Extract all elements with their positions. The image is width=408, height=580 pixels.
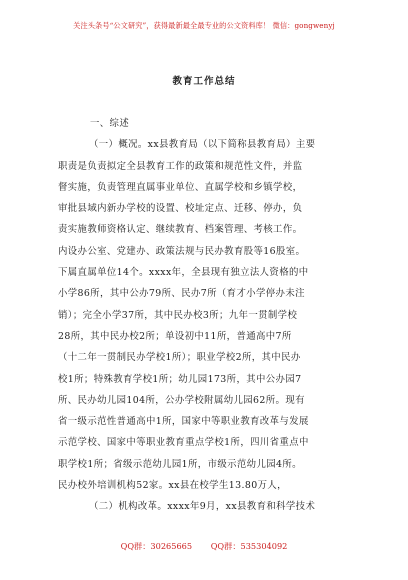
document-body (58, 113, 380, 518)
paragraph-line: 督实施，负责管理直属事业单位、直属学校和乡镇学校， (58, 181, 303, 193)
paragraph-line: 销）；完全小学37所，其中民办校3所；九年一贯制学校 (58, 309, 298, 321)
paragraph-line: （一）概况。xx县教育局（以下简称县教育局）主要 (89, 139, 316, 151)
paragraph-line: 下属直属单位14个。xxxx年，全县现有独立法人资格的中 (58, 267, 309, 279)
paragraph-line: 民办校外培训机构52家。xx县在校学生13.80万人， (58, 480, 287, 492)
paragraph-line: 责实施教师资格认定、继续教育、档案管理、考核工作。 (58, 224, 303, 236)
paragraph-line: （十二年一贯制民办学校1所）；职业学校2所，其中民办 (58, 352, 301, 364)
paragraph-line: 省一级示范性普通高中1所，国家中等职业教育改革与发展 (58, 416, 309, 428)
page-title: 教育工作总结 (172, 76, 236, 87)
qq-group-1: QQ群：30265665 (120, 541, 193, 551)
paragraph-line: 职责是负责拟定全县教育工作的政策和规范性文件，并监 (58, 160, 303, 172)
paragraph-line: 示范学校、国家中等职业教育重点学校1所，四川省重点中 (58, 437, 309, 449)
paragraph-line: 内设办公室、党建办、政策法规与民办教育股等16股室。 (58, 245, 306, 257)
paragraph-line: 所、民办幼儿园104所，公办学校附属幼儿园62所。现有 (58, 394, 305, 406)
section-heading: 一、综述 (90, 118, 130, 129)
paragraph-line: （二）机构改革。xxxx年9月，xx县教育和科学技术 (89, 501, 316, 513)
paragraph-line: 28所，其中民办校2所；单设初中11所，普通高中7所 (58, 330, 292, 342)
paragraph-line: 小学86所，其中公办79所、民办7所（育才小学停办未注 (58, 288, 305, 300)
paragraph-line: 校1所；特殊教育学校1所；幼儿园173所，其中公办园7 (58, 373, 302, 385)
paragraph-line: 职学校1所；省级示范幼儿园1所，市级示范幼儿园4所。 (58, 458, 302, 470)
qq-group-2: QQ群：535304092 (210, 541, 288, 551)
paragraph-line: 审批县域内新办学校的设置、校址定点、迁移、停办，负 (58, 203, 303, 215)
footer-banner (0, 541, 408, 552)
header-banner: 关注头条号“公文研究”，获得最新最全最专业的公文资料库！ 微信：gongwenyj (73, 21, 335, 30)
